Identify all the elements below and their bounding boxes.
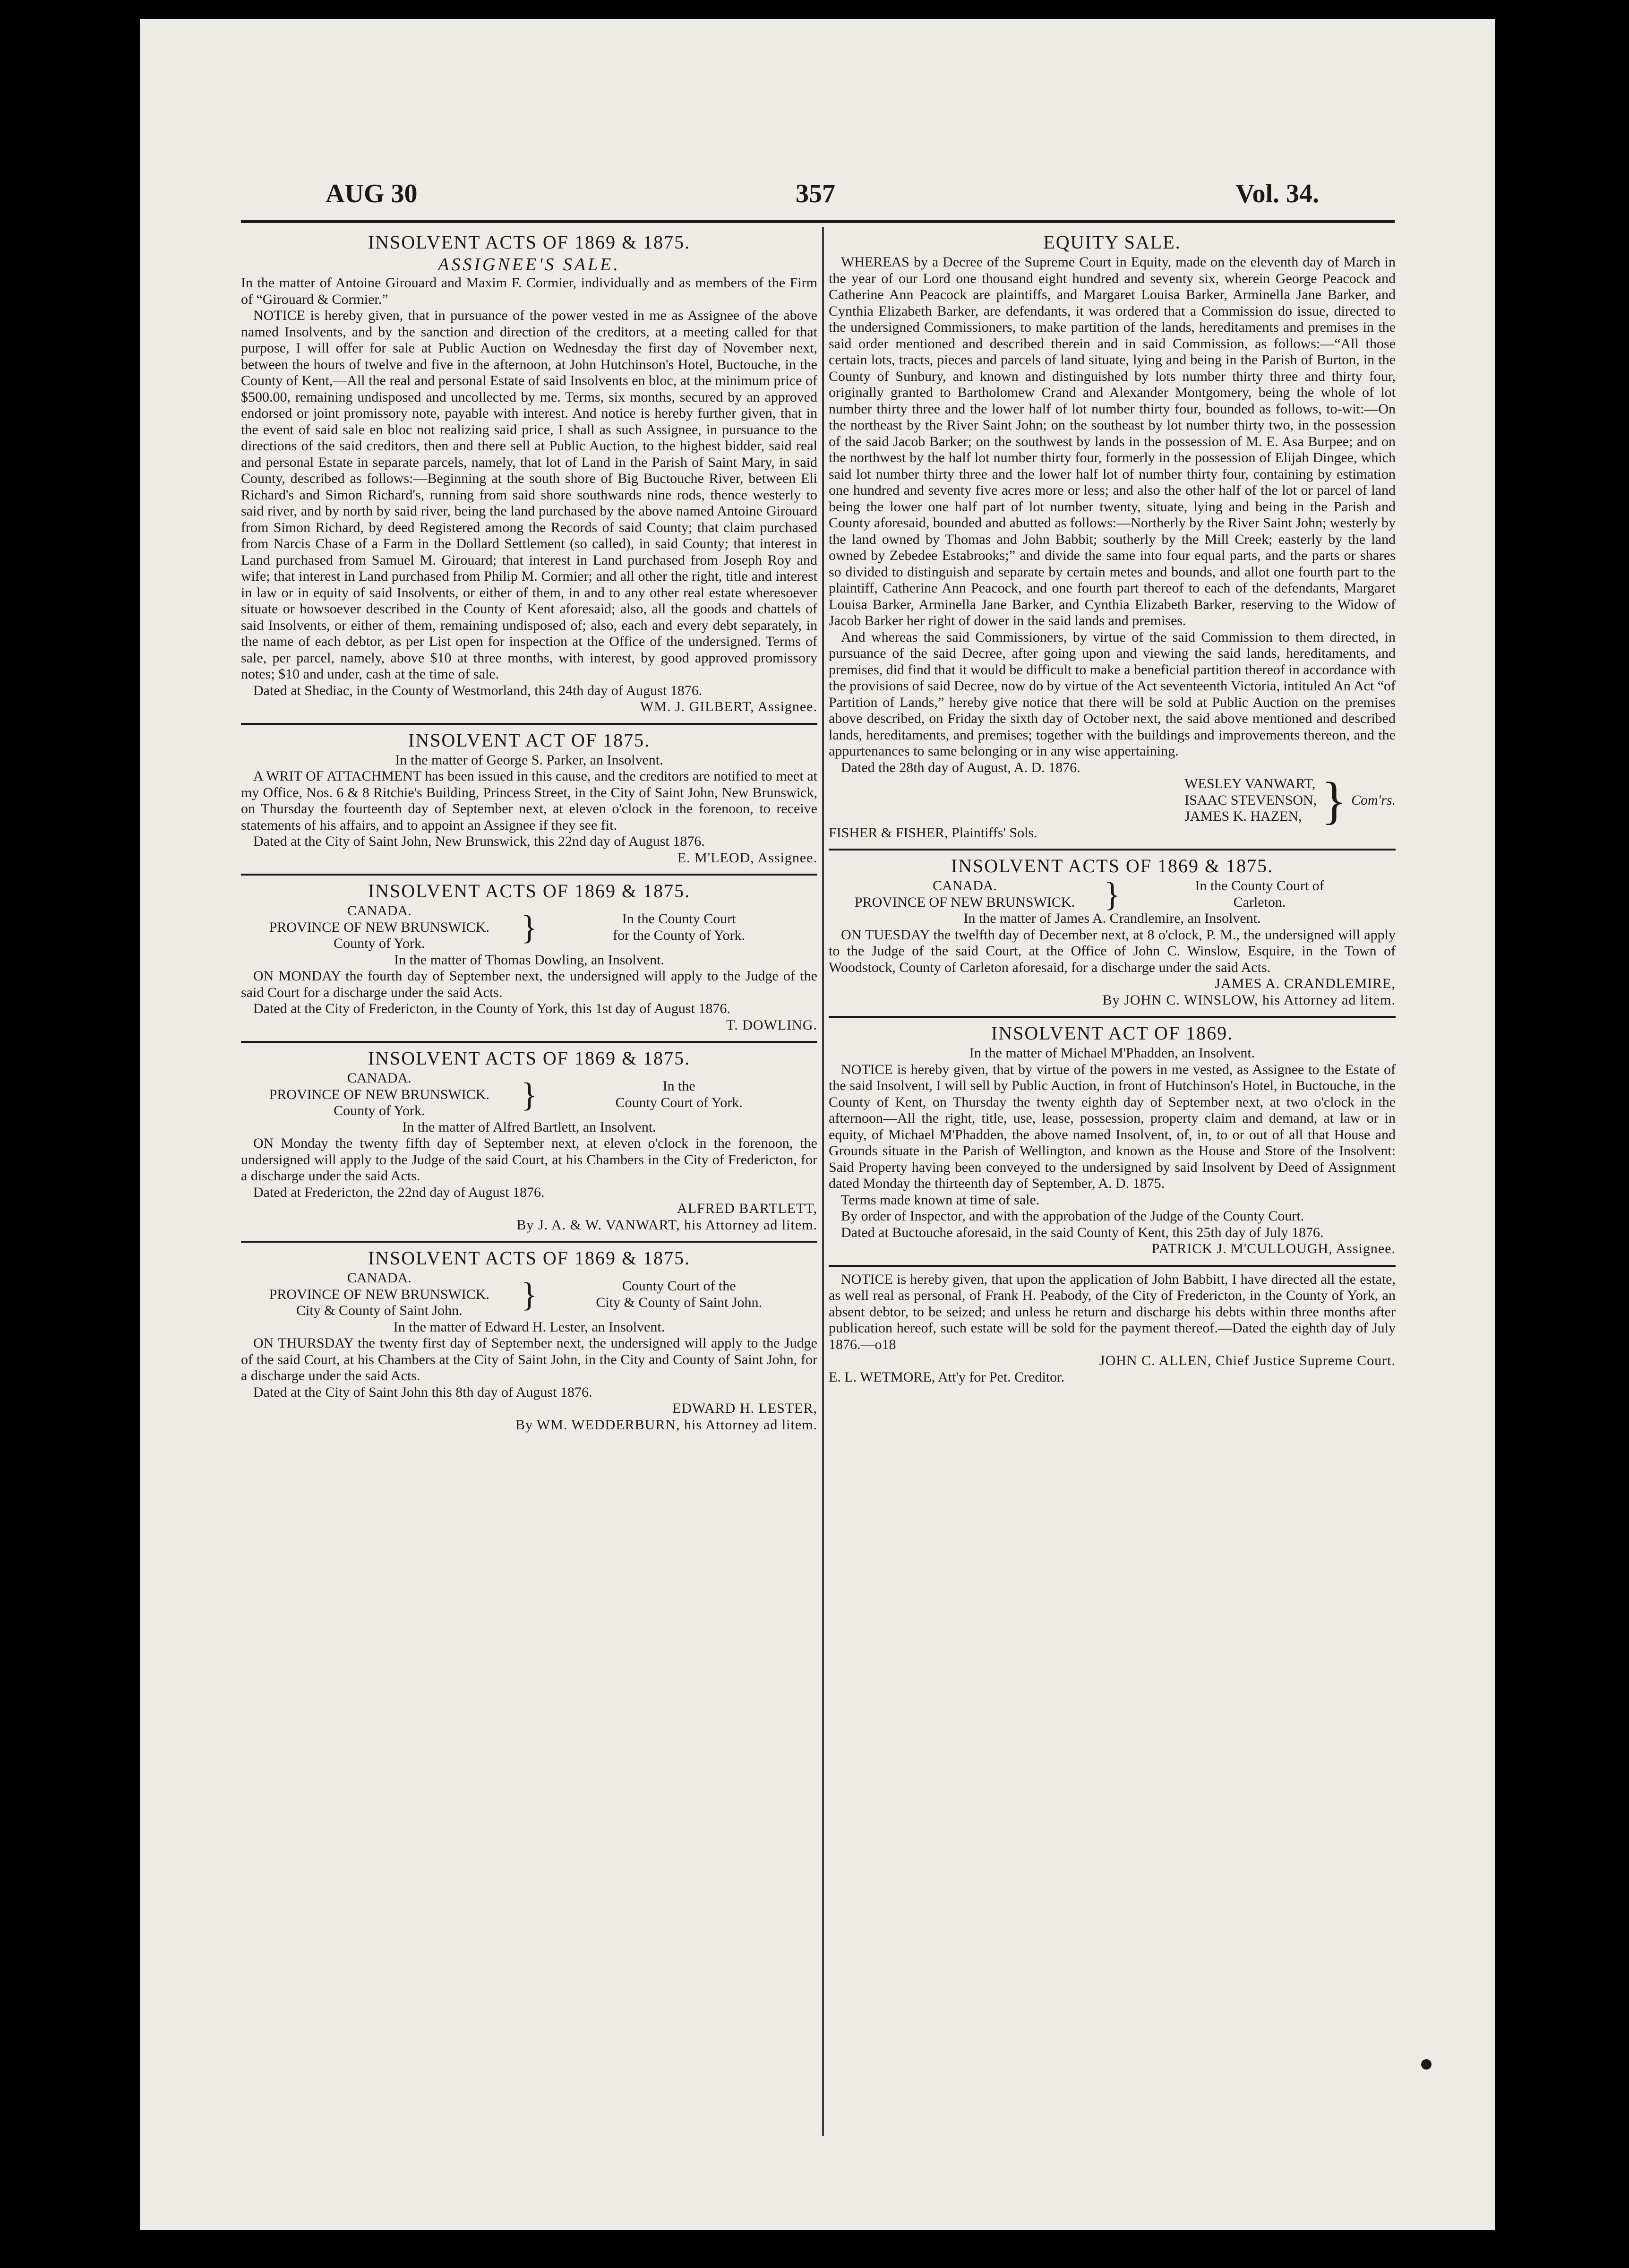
court-line: In the County Court	[622, 911, 736, 927]
brace-glyph: }	[521, 908, 538, 946]
court-line: County Court of York.	[615, 1094, 743, 1110]
notice-attorney: By WM. WEDDERBURN, his Attorney ad litem.	[515, 1417, 817, 1433]
notice-matter: In the matter of Thomas Dowling, an Insolvent.	[394, 952, 664, 968]
notice-divider	[241, 1241, 817, 1243]
notice-title: INSOLVENT ACTS OF 1869 & 1875.	[368, 880, 691, 902]
notice-paragraph: Terms made known at time of sale.	[841, 1192, 1040, 1208]
commissioner-name: JAMES K. HAZEN,	[1184, 808, 1302, 824]
notice-title: EQUITY SALE.	[1043, 232, 1181, 253]
notice-attorney: E. L. WETMORE, Att'y for Pet. Creditor.	[829, 1369, 1064, 1385]
notice-matter: In the matter of James A. Crandlemire, an Insolvent.	[963, 911, 1261, 926]
brace-glyph: }	[1321, 771, 1347, 829]
notice-parker	[241, 730, 817, 867]
notice-matter: In the matter of George S. Parker, an Insolvent.	[395, 752, 663, 768]
notice-divider	[829, 1265, 1396, 1267]
notice-divider	[241, 1041, 817, 1043]
notice-dowling	[241, 880, 817, 1033]
court-line: CANADA.	[347, 1270, 412, 1286]
notice-signature: PATRICK J. M'CULLOUGH, Assignee.	[1151, 1241, 1396, 1256]
brace-glyph: }	[1104, 875, 1121, 913]
notice-title: INSOLVENT ACT OF 1875.	[408, 729, 651, 751]
notice-absent-debtor	[829, 1271, 1396, 1386]
notice-signature: EDWARD H. LESTER,	[672, 1400, 817, 1416]
notice-paragraph: WHEREAS by a Decree of the Supreme Court in Equity, made on the eleventh day of March in the year of our Lord one thousand eight hundred and seventy six, wherein George Peacock and Catherine Ann Peacock are plaintiffs, and Margaret Louisa Barker, Arminella Jane Barker, and Cynthia Elizabeth Barker, are defendants, it was ordered that a Commission do issue, directed to the undersigned Commissioners, to make partition of the lands, hereditaments and premises in the said order mentioned and described therein and in said Commission, as follows:—“All those certain lots, tracts, pieces and parcels of land situate, lying and being in the Parish of Burton, in the County of Sunbury, and known and distinguished by lots number thirty three and thirty four, originally granted to Bartholomew Crand and Alexander Montgomery, being the whole of lot number thirty three and the lower half of lot number thirty four, bounded as follows, to-wit:—On the northeast by the River Saint John; on the southeast by lot number thirty two, in the possession of the said Jacob Barker; on the southwest by lands in the possession of M. E. Asa Burpee; and on the northwest by the half lot number thirty four, formerly in the possession of Elijah Dingee, which said lot number thirty three and the lower half lot of number thirty four, containing by estimation one hundred and seventy five acres more or less; and also the other half of the lot or parcel of land being the lower one half part of lot number twenty, situate, lying and being in the Parish and County aforesaid, bounded and abutted as follows:—Northerly by the River Saint John; westerly by the land owned by Thomas and John Babbit; southerly by the Mill Creek; easterly by the land owned by Zebedee Estabrooks;” and divide the same into four equal parts, and the parts or shares so divided to distinguish and separate by certain metes and bounds, and allot one fourth part to the plaintiff, Catherine Ann Peacock, and one fourth part thereof to each of the defendants, Margaret Louisa Barker, Arminella Jane Barker, and Cynthia Elizabeth Barker, reserving to the Widow of Jacob Barker her right of dower in the said lands and premises.	[829, 254, 1396, 628]
brace-glyph: }	[521, 1075, 538, 1114]
court-line: CANADA.	[347, 1070, 412, 1086]
court-line: City & County of Saint John.	[596, 1294, 763, 1310]
notice-matter: In the matter of Edward H. Lester, an Insolvent.	[393, 1319, 665, 1335]
commissioner-name: ISAAC STEVENSON,	[1184, 792, 1317, 808]
volume-number: Vol. 34.	[1235, 179, 1319, 208]
notice-matter: In the matter of Alfred Bartlett, an Insolvent.	[402, 1119, 656, 1135]
notice-title: INSOLVENT ACTS OF 1869 & 1875.	[368, 1247, 691, 1269]
notice-paragraph: ON Monday the twenty fifth day of September next, at eleven o'clock in the forenoon, the undersigned will apply to the Judge of the said Court, at his Chambers in the City of Fredericton, for a discharge under the said Acts.	[241, 1135, 817, 1184]
notice-paragraph: ON TUESDAY the twelfth day of December next, at 8 o'clock, P. M., the undersigned will apply to the Judge of the said Court, at the Office of John C. Winslow, Esquire, in the Town of Woodstock, County of Carleton aforesaid, for a discharge under the said Acts.	[829, 927, 1396, 975]
court-heading	[241, 1270, 817, 1319]
brace-glyph: }	[521, 1275, 538, 1314]
notice-crandlemire	[829, 855, 1396, 1008]
court-heading	[241, 903, 817, 952]
notice-paragraph: Dated at Fredericton, the 22nd day of August 1876.	[253, 1184, 545, 1200]
page-number: 357	[796, 179, 835, 208]
notice-signature: ALFRED BARTLETT,	[677, 1201, 817, 1216]
notice-attorney: By JOHN C. WINSLOW, his Attorney ad litem.	[1102, 992, 1396, 1008]
notice-paragraph: NOTICE is hereby given, that upon the application of John Babbitt, I have directed all the estate, as well real as personal, of Frank H. Peabody, of the City of Fredericton, in the County of York, an absent debtor, to be seized; and unless he return and discharge his debts within three months after publication hereof, such estate will be sold for the payment thereof.—Dated the eighth day of July 1876.—o18	[829, 1271, 1396, 1352]
notice-mphadden	[829, 1022, 1396, 1257]
notice-bartlett	[241, 1048, 817, 1233]
notice-girouard-assignee-sale	[241, 232, 817, 715]
court-line: City & County of Saint John.	[296, 1303, 463, 1318]
notice-title: INSOLVENT ACTS OF 1869 & 1875.	[951, 855, 1274, 876]
notice-title: INSOLVENT ACTS OF 1869 & 1875.	[368, 232, 691, 253]
right-column	[829, 232, 1396, 2174]
notice-signature: JAMES A. CRANDLEMIRE,	[1215, 976, 1396, 991]
header-rule	[241, 220, 1395, 223]
ink-blot	[1421, 2059, 1432, 2070]
notice-lester	[241, 1247, 817, 1433]
court-line: CANADA.	[347, 903, 412, 919]
newspaper-page	[140, 19, 1495, 2230]
notice-paragraph: ON THURSDAY the twenty first day of September next, the undersigned will apply to the Judge of the said Court, at his Chambers at the City of Saint John, in the City and County of Saint John, for a discharge under the said Acts.	[241, 1335, 817, 1383]
court-line: PROVINCE OF NEW BRUNSWICK.	[269, 1086, 489, 1102]
court-line: County of York.	[334, 936, 425, 951]
notice-paragraph: NOTICE is hereby given, that by virtue of the powers in me vested, as Assignee to the Estate of the said Insolvent, I will sell by Public Auction, in front of Hutchinson's Hotel, in Buctouche, in the County of Kent, on Thursday the twenty eighth day of September next, at two o'clock in the afternoon—All the right, title, use, lease, possession, property claim and demand, at law or in equity, of Michael M'Phadden, the above named Insolvent, of, in, to or out of all that House and Grounds situate in the Parish of Wellington, and known as the House and Store of the Insolvent: Said Property having been conveyed to the undersigned by said Insolvent by Deed of Assignment dated Monday the thirteenth day of September, A. D. 1875.	[829, 1061, 1396, 1191]
notice-signature: T. DOWLING.	[726, 1017, 817, 1033]
notice-paragraph: Dated at Shediac, in the County of Westmorland, this 24th day of August 1876.	[253, 682, 703, 698]
notice-equity-sale	[829, 232, 1396, 841]
notice-title: INSOLVENT ACT OF 1869.	[991, 1022, 1234, 1044]
notice-paragraph: Dated at Buctouche aforesaid, in the said County of Kent, this 25th day of July 1876.	[841, 1224, 1324, 1240]
court-line: Carleton.	[1233, 894, 1286, 910]
court-line: PROVINCE OF NEW BRUNSWICK.	[269, 1286, 489, 1302]
notice-signature: WM. J. GILBERT, Assignee.	[640, 699, 817, 714]
notice-attorney: By J. A. & W. VANWART, his Attorney ad litem.	[516, 1217, 817, 1233]
court-line: PROVINCE OF NEW BRUNSWICK.	[269, 919, 489, 935]
commissioners-block	[829, 771, 1396, 829]
notice-paragraph: ON MONDAY the fourth day of September next, the undersigned will apply to the Judge of the said Court for a discharge under the said Acts.	[241, 968, 817, 1000]
notice-paragraph: By order of Inspector, and with the approbation of the Judge of the County Court.	[841, 1208, 1304, 1224]
notice-divider	[241, 723, 817, 725]
court-line: County Court of the	[622, 1278, 736, 1294]
commissioner-name: WESLEY VANWART,	[1184, 776, 1316, 791]
issue-date: AUG 30	[326, 179, 418, 208]
notice-paragraph: Dated at the City of Saint John, New Brunswick, this 22nd day of August 1876.	[253, 833, 705, 849]
court-line: CANADA.	[933, 878, 997, 893]
commissioners-label: Com'rs.	[1351, 792, 1396, 808]
notice-title: INSOLVENT ACTS OF 1869 & 1875.	[368, 1048, 691, 1069]
notice-paragraph: NOTICE is hereby given, that in pursuance of the power vested in me as Assignee of the above named Insolvents, and by the sanction and direction of the creditors, at a meeting called for that purpose, I will offer for sale at Public Auction on Wednesday the first day of November next, between the hours of twelve and five in the afternoon, at John Hutchinson's Hotel, Buctouche, in the County of Kent,—All the real and personal Estate of said Insolvents en bloc, at the minimum price of $500.00, remaining undisposed and uncollected by me. Terms, six months, secured by an approved endorsed or joint promissory note, payable with interest. And notice is hereby further given, that in the event of said sale en bloc not realizing said price, I shall as such Assignee, in pursuance to the directions of the said creditors, then and there sell at Public Auction, to the highest bidder, said real and personal Estate in separate parcels, namely, that lot of Land in the Parish of Saint Mary, in said County, described as follows:—Beginning at the south shore of Big Buctouche River, between Eli Richard's and Simon Richard's, running from said shore southwards nine rods, thence westerly to said river, and by north by said river, being the land purchased by the above named Antoine Girouard from Simon Richard, by deed Registered among the Records of said County; that claim purchased from Narcis Chase of a Farm in the Dollard Settlement (so called), in said County; that interest in Land purchased from Samuel M. Girouard; that interest in Land purchased from Joseph Roy and wife; that interest in Land purchased from Philip M. Cormier; and all other the right, title and interest in law or in equity of said Insolvents, or either of them, in and to any other real estate wheresoever situate or howsoever described in the County of Kent aforesaid; also, all the goods and chattels of said Insolvents, or either of them, remaining undisposed of; also, each and every debt separately, in the name of each debtor, as per List open for inspection at the Office of the undersigned. Terms of sale, per parcel, namely, above $10 at three months, with interest, by good approved promissory notes; $10 and under, cash at the time of sale.	[241, 308, 817, 682]
court-line: PROVINCE OF NEW BRUNSWICK.	[854, 894, 1075, 910]
court-heading	[829, 875, 1396, 913]
court-line: In the County Court of	[1195, 878, 1324, 893]
solicitors-line: FISHER & FISHER, Plaintiffs' Sols.	[829, 825, 1037, 841]
notice-paragraph: Dated at the City of Saint John this 8th day of August 1876.	[253, 1384, 592, 1400]
court-line: County of York.	[334, 1103, 425, 1118]
notice-matter: In the matter of Antoine Girouard and Maxim F. Cormier, individually and as members of the Firm of “Girouard & Cormier.”	[241, 275, 817, 307]
notice-divider	[829, 1016, 1396, 1018]
court-line: In the	[662, 1078, 695, 1094]
notice-matter: In the matter of Michael M'Phadden, an Insolvent.	[969, 1045, 1255, 1061]
court-line: for the County of York.	[613, 927, 746, 943]
notice-paragraph: And whereas the said Commissioners, by virtue of the said Commission to them directed, in pursuance of the said Decree, after going upon and viewing the said lands, hereditaments, and premises, did find that it would be difficult to make a beneficial partition thereof in accordance with the provisions of said Decree, now do by virtue of the Act seventeenth Victoria, intituled An Act “of Partition of Lands,” hereby give notice that there will be sold at Public Auction on the premises above described, on Friday the sixth day of October next, the said above mentioned and described lands, hereditaments, and premises; together with the buildings and improvements thereon, and the appurtenances to same belonging or in any wise appertaining.	[829, 629, 1396, 759]
notice-signature: JOHN C. ALLEN, Chief Justice Supreme Court.	[1099, 1353, 1396, 1368]
notice-paragraph: Dated the 28th day of August, A. D. 1876.	[841, 759, 1080, 775]
notice-paragraph: A WRIT OF ATTACHMENT has been issued in this cause, and the creditors are notified to meet at my Office, Nos. 6 & 8 Ritchie's Building, Princess Street, in the City of Saint John, New Brunswick, on Thursday the fourteenth day of September next, at eleven o'clock in the forenoon, to receive statements of his affairs, and to appoint an Assignee if they see fit.	[241, 768, 817, 833]
column-separator	[822, 227, 824, 2136]
notice-divider	[829, 849, 1396, 850]
notice-paragraph: Dated at the City of Fredericton, in the County of York, this 1st day of August 1876.	[253, 1001, 730, 1016]
court-heading	[241, 1070, 817, 1119]
notice-signature: E. M'LEOD, Assignee.	[677, 850, 817, 866]
page-header	[140, 179, 1495, 212]
left-column	[241, 232, 817, 2174]
notice-subtitle: ASSIGNEE'S SALE.	[438, 255, 620, 275]
notice-divider	[241, 874, 817, 876]
